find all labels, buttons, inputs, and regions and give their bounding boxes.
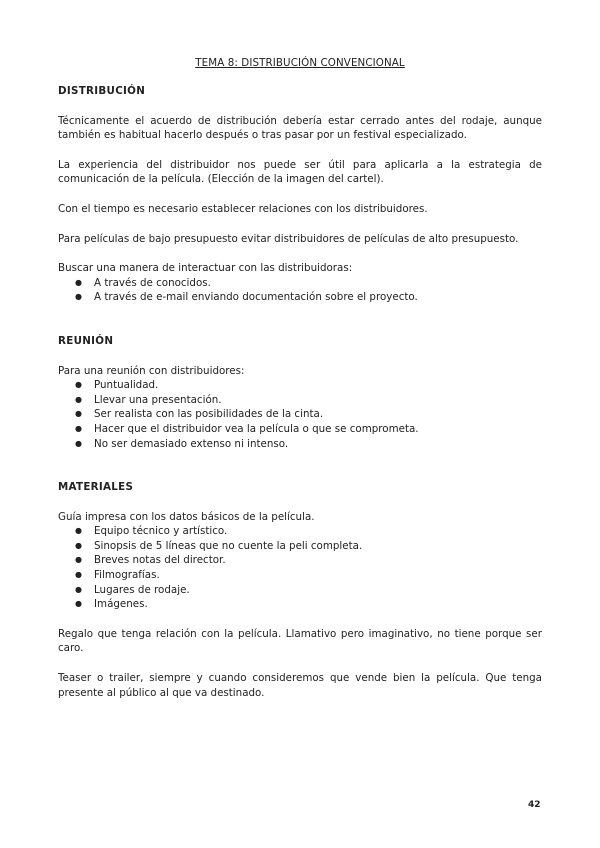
heading-reunion: REUNIÓN (58, 334, 114, 347)
heading-distribucion: DISTRIBUCIÓN (58, 85, 146, 97)
list-item: ● Filmografías. (58, 568, 542, 583)
list-item: ● Sinopsis de 5 líneas que no cuente la peli completa. (58, 539, 542, 554)
bullet-list-materiales (58, 524, 542, 612)
list-item: ● Llevar una presentación. (58, 393, 542, 408)
list-item: ● Imágenes. (58, 597, 542, 612)
page-number: 42 (528, 800, 541, 810)
paragraph: Con el tiempo es necesario establecer relaciones con los distribuidores. (58, 202, 428, 215)
list-item: ● Equipo técnico y artístico. (58, 524, 542, 539)
list-item: ● Hacer que el distribuidor vea la película o que se comprometa. (58, 422, 542, 437)
paragraph: Regalo que tenga relación con la película. Llamativo pero imaginativo, no tiene porque ser caro. (58, 627, 542, 655)
list-item: ● Lugares de rodaje. (58, 583, 542, 598)
bullet-list-reunion (58, 378, 542, 451)
bullet-list-distribucion (58, 276, 542, 305)
page-title: TEMA 8: DISTRIBUCIÓN CONVENCIONAL (195, 57, 405, 69)
list-item: ● Ser realista con las posibilidades de la cinta. (58, 407, 542, 422)
page-content (58, 84, 542, 700)
list-item: ● A través de conocidos. (58, 276, 542, 291)
paragraph: Guía impresa con los datos básicos de la película. (58, 510, 315, 523)
list-item: ● A través de e-mail enviando documentación sobre el proyecto. (58, 290, 542, 305)
list-item: ● No ser demasiado extenso ni intenso. (58, 437, 542, 452)
heading-materiales: MATERIALES (58, 481, 134, 494)
paragraph: Teaser o trailer, siempre y cuando consideremos que vende bien la película. Que tenga presente al público al que va destinado. (58, 672, 542, 699)
paragraph: Buscar una manera de interactuar con las distribuidoras: (58, 262, 353, 275)
paragraph: Para una reunión con distribuidores: (58, 364, 245, 377)
paragraph: La experiencia del distribuidor nos puede ser útil para aplicarla a la estrategia de comunicación de la película. (Elección de la imagen del cartel). (58, 158, 542, 186)
paragraph: Técnicamente el acuerdo de distribución debería estar cerrado antes del rodaje, aunque también es habitual hacerlo después o tras pasar por un festival especializado. (58, 114, 542, 142)
list-item: ● Puntualidad. (58, 378, 542, 393)
paragraph: Para películas de bajo presupuesto evitar distribuidores de películas de alto presupuesto. (58, 232, 519, 245)
list-item: ● Breves notas del director. (58, 553, 542, 568)
